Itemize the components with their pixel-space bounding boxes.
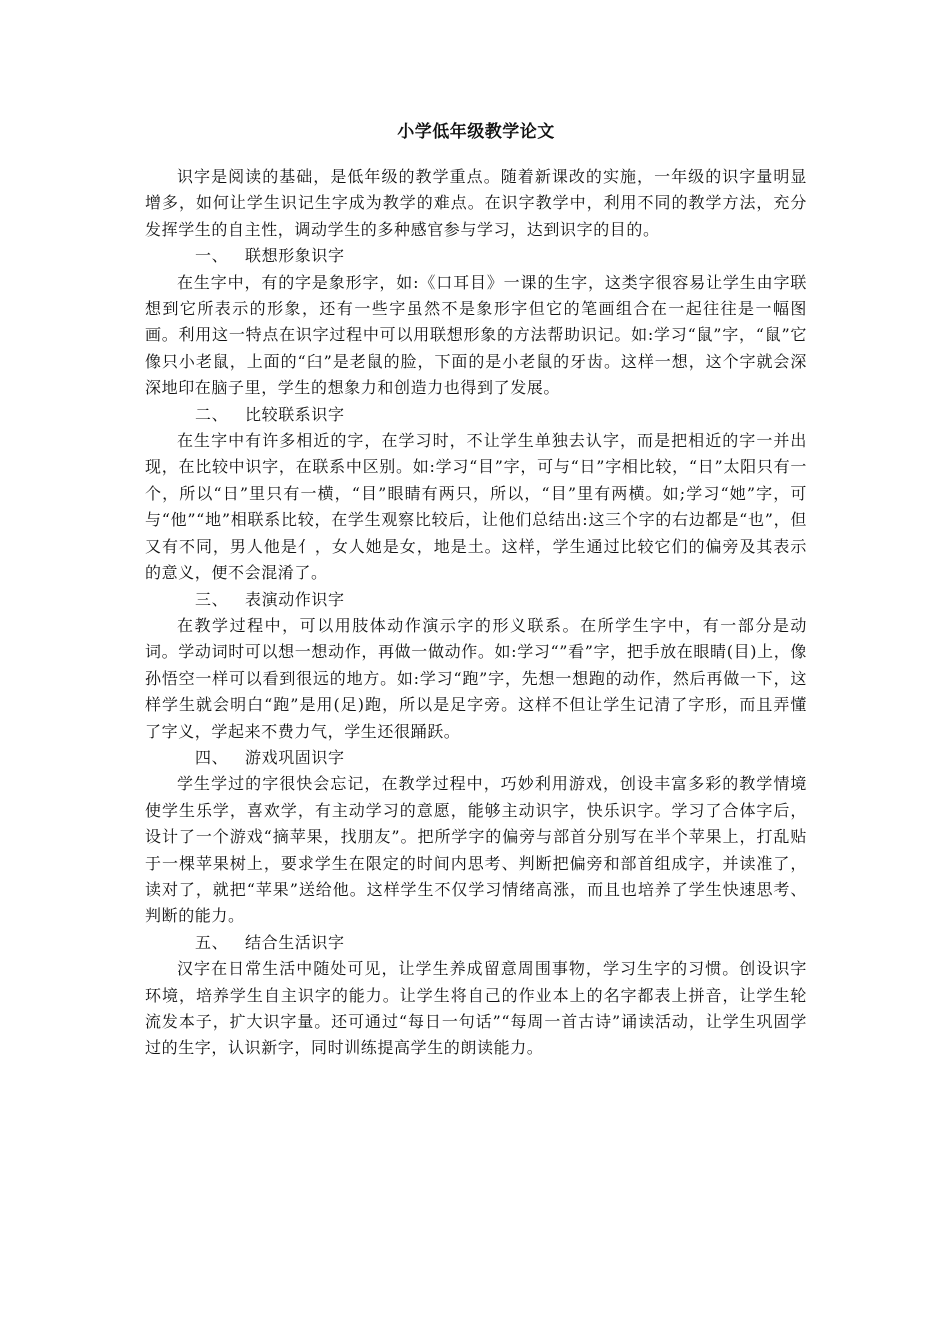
section-2 bbox=[145, 402, 807, 587]
section-4 bbox=[145, 745, 807, 930]
section-body: 在教学过程中，可以用肢体动作演示字的形义联系。在所学生字中，有一部分是动词。学动词时可以想一想动作，再做一做动作。如:学习“”看”字，把手放在眼睛(目)上，像孙悟空一样可以看到很远的地方。如:学习“跑”字，先想一想跑的动作，然后再做一下，这样学生就会明白“跑”是用(足)跑，所以是足字旁。这样不但让学生记清了字形，而且弄懂了字义，学起来不费力气，学生还很踊跃。 bbox=[145, 615, 807, 741]
section-body: 在生字中有许多相近的字，在学习时，不让学生单独去认字，而是把相近的字一并出现，在比较中识字，在联系中区别。如:学习“目”字，可与“日”字相比较，“日”太阳只有一个，所以“日”里只有一横，“目”眼睛有两只，所以，“目”里有两横。如;学习“她”字，可与“他”“地”相联系比较，在学生观察比较后，让他们总结出:这三个字的右边都是“也”，但又有不同，男人他是亻，女人她是女，地是土。这样，学生通过比较它们的偏旁及其表示的意义，便不会混淆了。 bbox=[145, 431, 807, 583]
section-heading bbox=[145, 745, 807, 771]
section-heading bbox=[145, 402, 807, 428]
document-title: 小学低年级教学论文 bbox=[397, 122, 555, 142]
section-number: 五、 bbox=[195, 932, 229, 952]
section-3 bbox=[145, 587, 807, 745]
section-title: 表演动作识字 bbox=[245, 589, 345, 609]
section-number: 二、 bbox=[195, 404, 229, 424]
section-title: 结合生活识字 bbox=[245, 932, 345, 952]
section-number: 一、 bbox=[195, 246, 229, 266]
section-title: 比较联系识字 bbox=[245, 404, 345, 424]
section-body: 学生学过的字很快会忘记，在教学过程中，巧妙利用游戏，创设丰富多彩的教学情境使学生乐学，喜欢学，有主动学习的意愿，能够主动识字，快乐识字。学习了合体字后，设计了一个游戏“摘苹果，找朋友”。把所学字的偏旁与部首分别写在半个苹果上，打乱贴于一棵苹果树上，要求学生在限定的时间内思考、判断把偏旁和部首组成字，并读准了，读对了，就把“苹果”送给他。这样学生不仅学习情绪高涨，而且也培养了学生快速思考、判断的能力。 bbox=[145, 774, 807, 926]
section-number: 四、 bbox=[195, 747, 229, 767]
section-heading bbox=[145, 587, 807, 613]
section-body: 汉字在日常生活中随处可见，让学生养成留意周围事物，学习生字的习惯。创设识字环境，培养学生自主识字的能力。让学生将自己的作业本上的名字都表上拼音，让学生轮流发本子，扩大识字量。还可通过“每日一句话”“每周一首古诗”诵读活动，让学生巩固学过的生字，认识新字，同时训练提高学生的朗读能力。 bbox=[145, 959, 807, 1058]
document-page bbox=[145, 120, 807, 1062]
section-5 bbox=[145, 930, 807, 1062]
section-title: 游戏巩固识字 bbox=[245, 747, 345, 767]
section-number: 三、 bbox=[195, 589, 229, 609]
section-heading bbox=[145, 243, 807, 269]
section-1 bbox=[145, 243, 807, 401]
intro-paragraph: 识字是阅读的基础，是低年级的教学重点。随着新课改的实施，一年级的识字量明显增多，如何让学生识记生字成为教学的难点。在识字教学中，利用不同的教学方法，充分发挥学生的自主性，调动学生的多种感官参与学习，达到识字的目的。 bbox=[145, 167, 807, 239]
section-title: 联想形象识字 bbox=[245, 246, 345, 266]
section-heading bbox=[145, 930, 807, 956]
section-body: 在生字中，有的字是象形字，如:《口耳目》一课的生字，这类字很容易让学生由字联想到它所表示的形象，还有一些字虽然不是象形字但它的笔画组合在一起往往是一幅图画。利用这一特点在识字过程中可以用联想形象的方法帮助识记。如:学习“鼠”字，“鼠”它像只小老鼠，上面的“臼”是老鼠的脸，下面的是小老鼠的牙齿。这样一想，这个字就会深深地印在脑子里，学生的想象力和创造力也得到了发展。 bbox=[145, 272, 807, 398]
